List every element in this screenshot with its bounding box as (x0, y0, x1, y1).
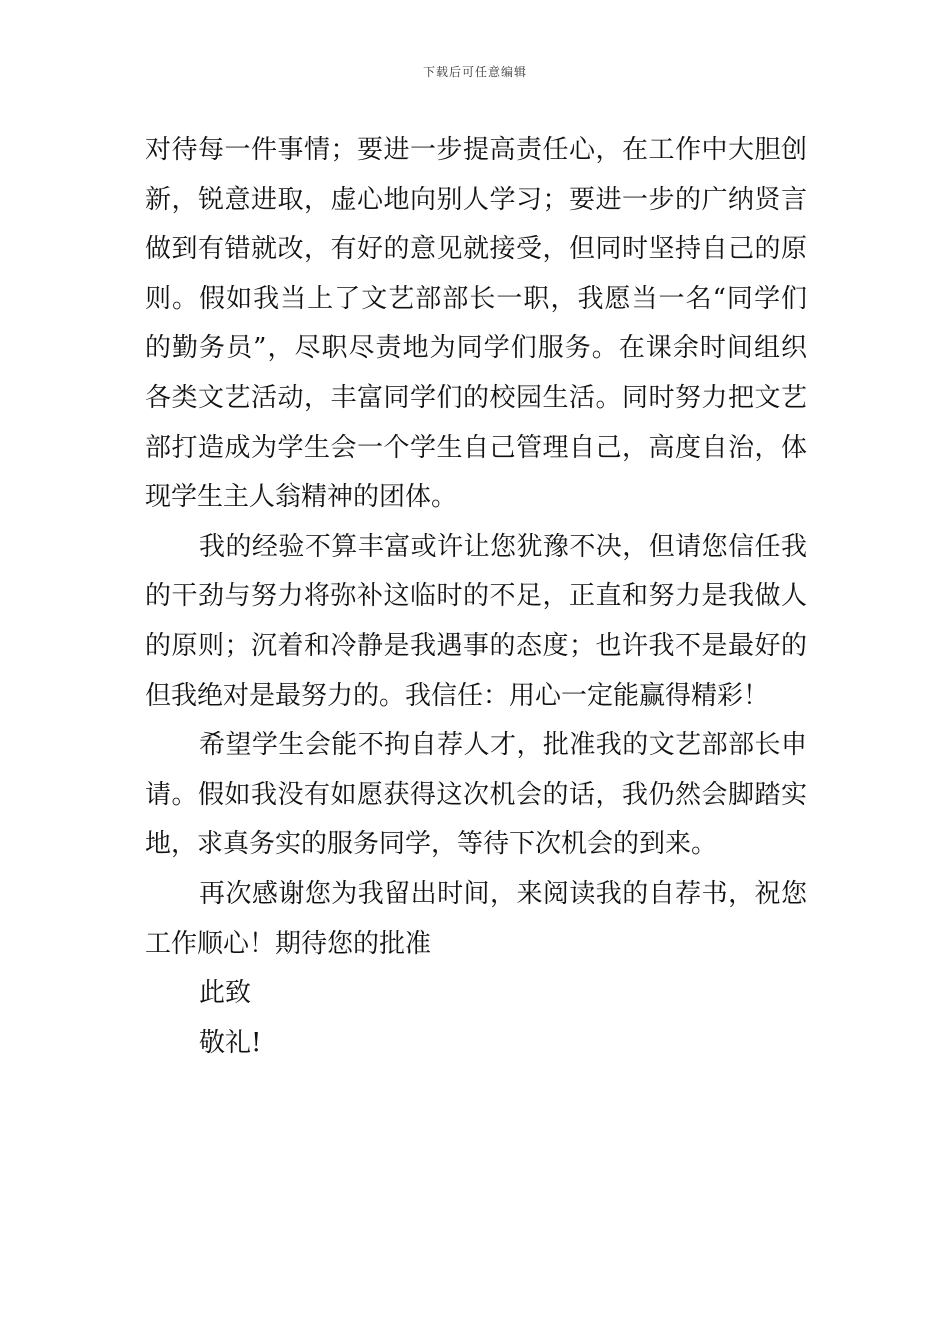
paragraph (145, 126, 807, 523)
closing (145, 969, 807, 1019)
paragraph (145, 870, 807, 969)
text-line: 再次感谢您为我留出时间，来阅读我的自荐书，祝您 (199, 878, 807, 909)
text-line: 则。假如我当上了文艺部部长一职，我愿当一名“同学们 (145, 283, 807, 314)
text-line: 的干劲与努力将弥补这临时的不足，正直和努力是我做人 (145, 581, 807, 612)
text-line: 工作顺心！期待您的批准 (145, 928, 432, 959)
paragraph (145, 721, 807, 870)
salutation (145, 1019, 807, 1069)
text-line: 部打造成为学生会一个学生自己管理自己，高度自治，体 (145, 432, 807, 463)
text-line: 各类文艺活动，丰富同学们的校园生活。同时努力把文艺 (145, 382, 807, 413)
text-line: 但我绝对是最努力的。我信任：用心一定能赢得精彩！ (145, 680, 770, 711)
text-line: 对待每一件事情；要进一步提高责任心，在工作中大胆创 (145, 135, 807, 165)
salutation-line: 敬礼! (199, 1027, 262, 1058)
text-line: 现学生主人翁精神的团体。 (145, 482, 458, 513)
page-header: 下载后可任意编辑 (422, 65, 527, 79)
letter-body (145, 126, 807, 1068)
closing-line: 此致 (199, 978, 252, 1009)
text-line: 我的经验不算丰富或许让您犹豫不决，但请您信任我 (199, 531, 807, 562)
text-line: 做到有错就改，有好的意见就接受，但同时坚持自己的原 (145, 234, 807, 265)
text-line: 的勤务员”，尽职尽责地为同学们服务。在课余时间组织 (145, 333, 807, 364)
paragraph (145, 523, 807, 721)
text-line: 希望学生会能不拘自荐人才，批准我的文艺部部长申 (199, 730, 807, 761)
text-line: 地，求真务实的服务同学，等待下次机会的到来。 (145, 829, 718, 860)
text-line: 新，锐意进取，虚心地向别人学习；要进一步的广纳贤言 (145, 184, 807, 215)
text-line: 请。假如我没有如愿获得这次机会的话，我仍然会脚踏实 (145, 779, 807, 810)
text-line: 的原则；沉着和冷静是我遇事的态度；也许我不是最好的 (145, 630, 807, 661)
